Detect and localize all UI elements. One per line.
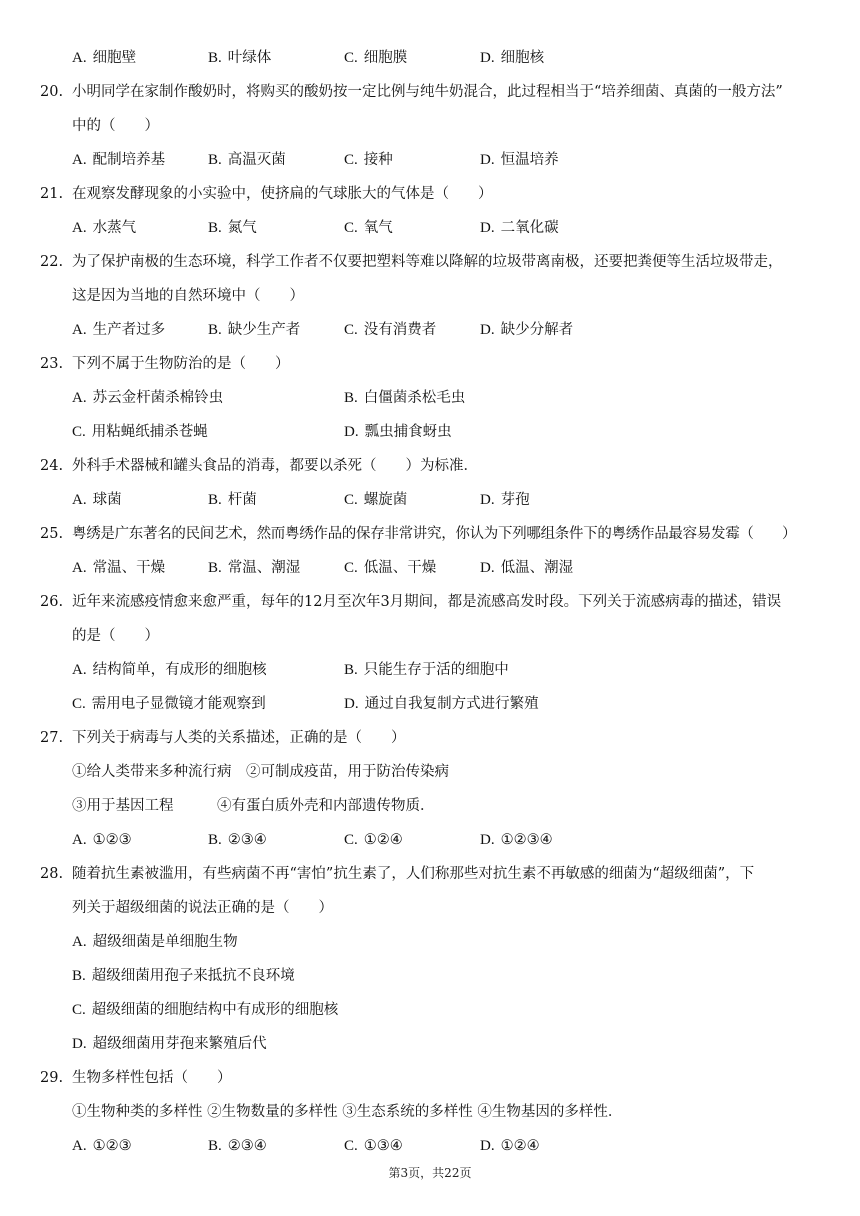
q23-stem: 下列不属于生物防治的是（ ） [72, 356, 290, 372]
q20-number: 20. [40, 84, 64, 100]
q28-option-d: D. 超级细菌用芽孢来繁殖后代 [72, 1036, 267, 1052]
q21-option-c: C. 氧气 [344, 220, 393, 236]
q24-option-c: C. 螺旋菌 [344, 492, 408, 508]
q20-stem-cont: 中的（ ） [72, 118, 159, 134]
q29-option-a: A. ①②③ [72, 1138, 132, 1154]
q26-option-a: A. 结构简单，有成形的细胞核 [72, 662, 267, 678]
q20-option-b: B. 高温灭菌 [208, 152, 286, 168]
q27-statements-1: ①给人类带来多种流行病 ②可制成疫苗，用于防治传染病 [72, 764, 449, 780]
q29-option-d: D. ①②④ [480, 1138, 540, 1154]
q23-option-d: D. 瓢虫捕食蚜虫 [344, 424, 452, 440]
q29-stem: 生物多样性包括（ ） [72, 1070, 232, 1086]
q21-option-b: B. 氮气 [208, 220, 257, 236]
q20-stem: 小明同学在家制作酸奶时，将购买的酸奶按一定比例与纯牛奶混合，此过程相当于“培养细菌、真菌的一般方法” [72, 84, 783, 100]
q25-stem: 粤绣是广东著名的民间艺术，然而粤绣作品的保存非常讲究，你认为下列哪组条件下的粤绣作品最容易发霉（ ） [72, 526, 797, 542]
q25-number: 25. [40, 526, 64, 542]
q27-option-c: C. ①②④ [344, 832, 403, 848]
q24-number: 24. [40, 458, 64, 474]
q22-option-b: B. 缺少生产者 [208, 322, 301, 338]
q26-number: 26. [40, 594, 64, 610]
q26-option-b: B. 只能生存于活的细胞中 [344, 662, 509, 678]
q27-option-d: D. ①②③④ [480, 832, 553, 848]
q28-option-a: A. 超级细菌是单细胞生物 [72, 934, 238, 950]
q28-option-c: C. 超级细菌的细胞结构中有成形的细胞核 [72, 1002, 339, 1018]
page-footer: 第3页，共22页 [388, 1166, 472, 1180]
q28-stem-cont: 列关于超级细菌的说法正确的是（ ） [72, 900, 333, 916]
q29-option-b: B. ②③④ [208, 1138, 267, 1154]
q27-stem: 下列关于病毒与人类的关系描述，正确的是（ ） [72, 730, 406, 746]
q22-stem: 为了保护南极的生态环境，科学工作者不仅要把塑料等难以降解的垃圾带离南极，还要把粪便等生活垃圾带走， [72, 254, 783, 270]
q28-option-b: B. 超级细菌用孢子来抵抗不良环境 [72, 968, 295, 984]
q21-stem: 在观察发酵现象的小实验中，使挤扁的气球胀大的气体是（ ） [72, 186, 493, 202]
q19-option-d: D. 细胞核 [480, 50, 545, 66]
q24-option-a: A. 球菌 [72, 492, 122, 508]
q24-stem: 外科手术器械和罐头食品的消毒，都要以杀死（ ）为标准． [72, 458, 478, 474]
q26-option-c: C. 需用电子显微镜才能观察到 [72, 696, 266, 712]
q20-option-c: C. 接种 [344, 152, 393, 168]
q28-stem: 随着抗生素被滥用，有些病菌不再“害怕”抗生素了，人们称那些对抗生素不再敏感的细菌为“超级细菌”，下 [72, 866, 755, 882]
q21-option-d: D. 二氧化碳 [480, 220, 559, 236]
q29-number: 29. [40, 1070, 64, 1086]
q22-option-d: D. 缺少分解者 [480, 322, 574, 338]
q28-number: 28. [40, 866, 64, 882]
q25-option-c: C. 低温、干燥 [344, 560, 437, 576]
q20-option-d: D. 恒温培养 [480, 152, 559, 168]
q19-option-a: A. 细胞壁 [72, 50, 137, 66]
q19-option-b: B. 叶绿体 [208, 50, 272, 66]
q26-option-d: D. 通过自我复制方式进行繁殖 [344, 696, 539, 712]
q27-number: 27. [40, 730, 64, 746]
q25-option-b: B. 常温、潮湿 [208, 560, 301, 576]
q29-option-c: C. ①③④ [344, 1138, 403, 1154]
q20-option-a: A. 配制培养基 [72, 152, 166, 168]
q26-stem-cont: 的是（ ） [72, 628, 159, 644]
q27-option-b: B. ②③④ [208, 832, 267, 848]
q27-option-a: A. ①②③ [72, 832, 132, 848]
q21-option-a: A. 水蒸气 [72, 220, 137, 236]
q21-number: 21. [40, 186, 64, 202]
q25-option-a: A. 常温、干燥 [72, 560, 166, 576]
q19-option-c: C. 细胞膜 [344, 50, 408, 66]
q22-option-a: A. 生产者过多 [72, 322, 166, 338]
q22-stem-cont: 这是因为当地的自然环境中（ ） [72, 288, 304, 304]
q29-statements: ①生物种类的多样性 ②生物数量的多样性 ③生态系统的多样性 ④生物基因的多样性． [72, 1104, 623, 1120]
q23-option-b: B. 白僵菌杀松毛虫 [344, 390, 466, 406]
q22-number: 22. [40, 254, 64, 270]
q24-option-d: D. 芽孢 [480, 492, 530, 508]
q22-option-c: C. 没有消费者 [344, 322, 437, 338]
q25-option-d: D. 低温、潮湿 [480, 560, 574, 576]
q27-statements-2: ③用于基因工程 ④有蛋白质外壳和内部遗传物质． [72, 798, 435, 814]
q26-stem: 近年来流感疫情愈来愈严重，每年的12月至次年3月期间，都是流感高发时段。下列关于流感病毒的描述，错误 [72, 594, 782, 610]
q23-option-a: A. 苏云金杆菌杀棉铃虫 [72, 390, 224, 406]
q24-option-b: B. 杆菌 [208, 492, 257, 508]
q23-number: 23. [40, 356, 64, 372]
q23-option-c: C. 用粘蝇纸捕杀苍蝇 [72, 424, 208, 440]
